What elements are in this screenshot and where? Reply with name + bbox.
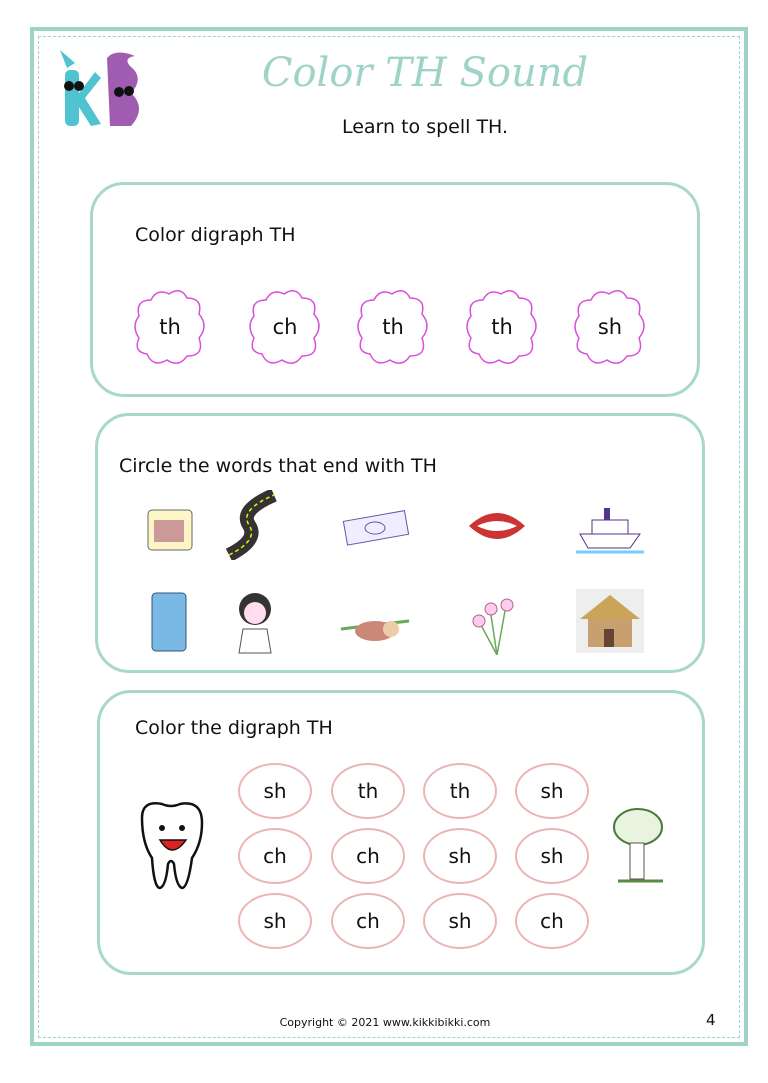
oval-letter-bubble[interactable] (238, 893, 312, 949)
cloud-letter-bubble[interactable] (354, 286, 432, 368)
kb-logo (55, 48, 150, 134)
oval-text: ch (356, 844, 380, 868)
tooth-icon (132, 798, 210, 897)
page-subtitle: Learn to spell TH. (341, 116, 509, 138)
oval-letter-bubble[interactable] (331, 763, 405, 819)
oval-text: sh (448, 844, 472, 868)
cloud-text: ch (272, 315, 298, 339)
money-icon[interactable] (339, 490, 411, 560)
girl-icon[interactable] (219, 585, 291, 655)
sloth-icon[interactable] (339, 585, 411, 655)
oval-letter-bubble[interactable] (331, 828, 405, 884)
mouth-icon[interactable] (461, 490, 533, 560)
page-number: 4 (706, 1011, 716, 1029)
oval-text: sh (540, 779, 564, 803)
oval-letter-bubble[interactable] (423, 828, 497, 884)
lunchbox-icon[interactable] (134, 490, 206, 560)
oval-letter-bubble[interactable] (423, 893, 497, 949)
cloud-letter-bubble[interactable] (463, 286, 541, 368)
oval-text: sh (263, 909, 287, 933)
oval-text: sh (448, 909, 472, 933)
section1-label: Color digraph TH (135, 224, 296, 246)
cloud-letter-bubble[interactable] (571, 286, 649, 368)
section3-label: Color the digraph TH (135, 717, 333, 739)
section2-label: Circle the words that end with TH (119, 455, 437, 477)
oval-letter-bubble[interactable] (515, 828, 589, 884)
cottage-icon[interactable] (574, 585, 646, 655)
tree-icon (608, 805, 673, 889)
oval-text: ch (263, 844, 287, 868)
towel-icon[interactable] (134, 585, 206, 655)
cloud-text: th (382, 315, 404, 339)
oval-letter-bubble[interactable] (515, 763, 589, 819)
oval-text: ch (540, 909, 564, 933)
flowers-icon[interactable] (461, 585, 533, 655)
oval-letter-bubble[interactable] (331, 893, 405, 949)
oval-letter-bubble[interactable] (423, 763, 497, 819)
oval-text: sh (263, 779, 287, 803)
cloud-text: sh (597, 315, 623, 339)
cloud-text: th (159, 315, 181, 339)
oval-letter-bubble[interactable] (515, 893, 589, 949)
cloud-text: th (491, 315, 513, 339)
cloud-letter-bubble[interactable] (131, 286, 209, 368)
copyright-text: Copyright © 2021 www.kikkibikki.com (279, 1016, 491, 1029)
oval-text: th (357, 779, 379, 803)
oval-text: ch (356, 909, 380, 933)
oval-text: th (449, 779, 471, 803)
oval-letter-bubble[interactable] (238, 763, 312, 819)
road-icon[interactable] (219, 490, 291, 560)
oval-text: sh (540, 844, 564, 868)
ship-icon[interactable] (574, 490, 646, 560)
oval-letter-bubble[interactable] (238, 828, 312, 884)
page-title: Color TH Sound (261, 50, 589, 96)
cloud-letter-bubble[interactable] (246, 286, 324, 368)
